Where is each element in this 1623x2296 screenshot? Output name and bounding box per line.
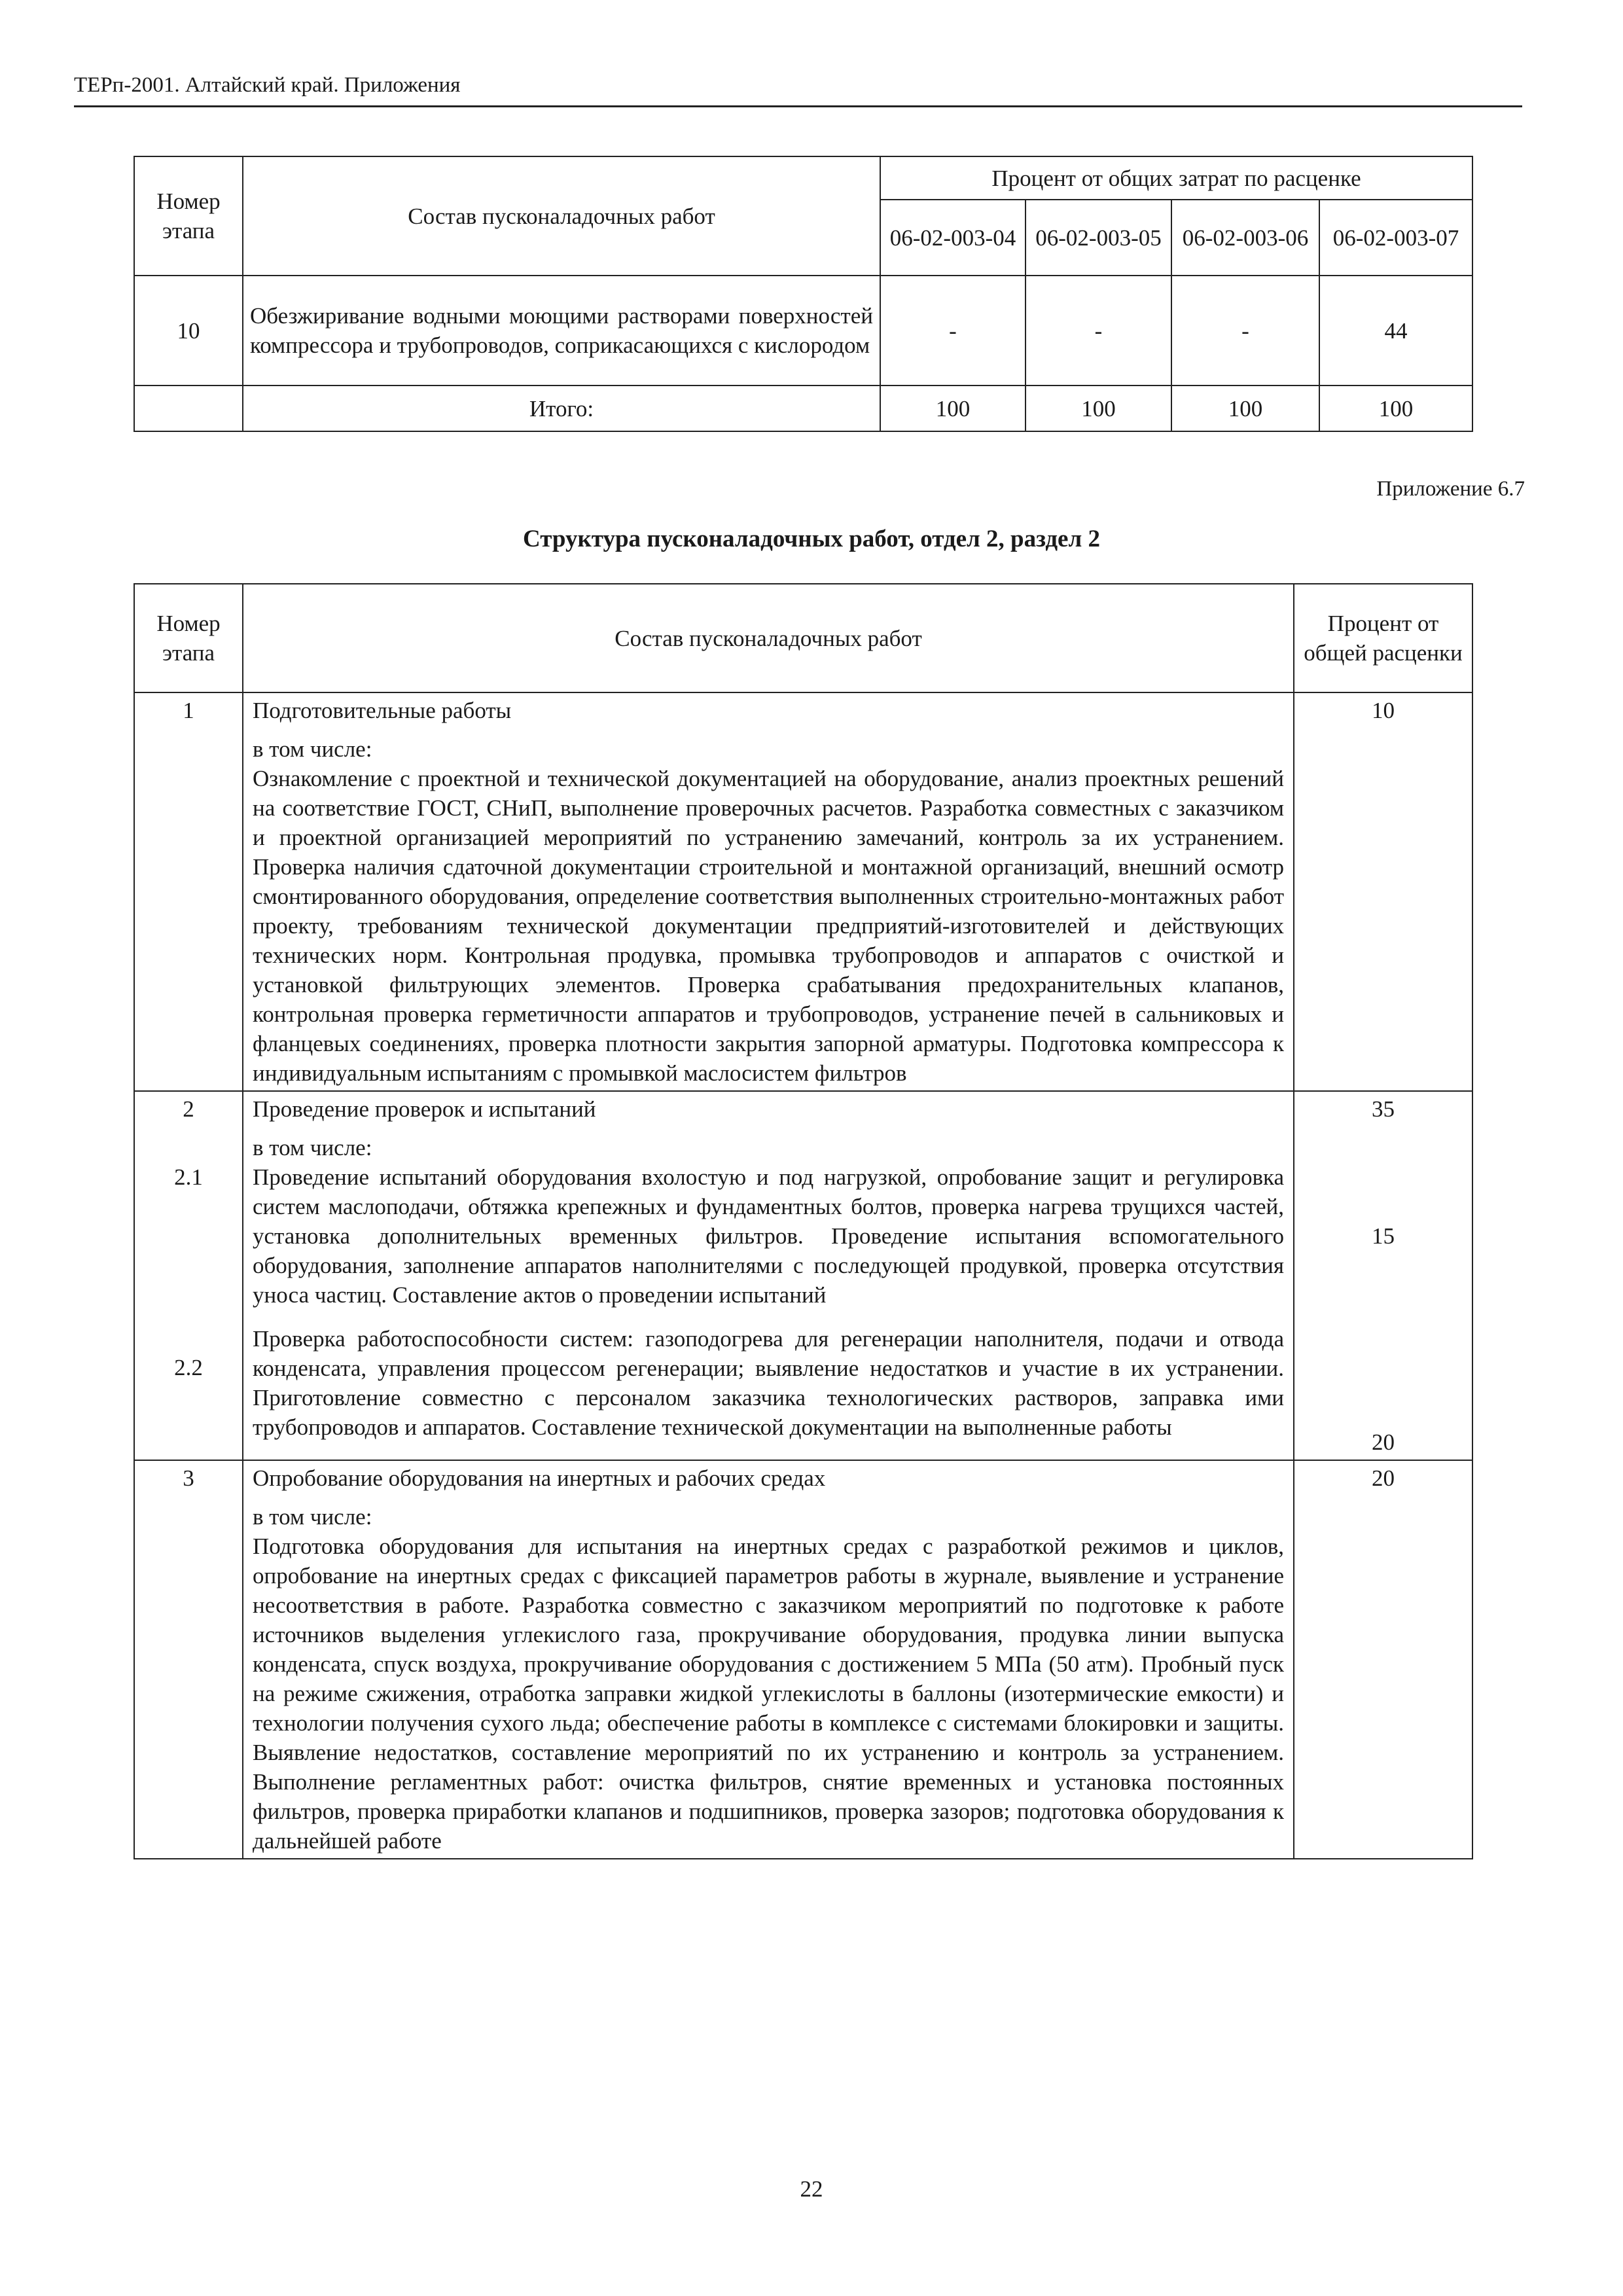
price-code-04: 06-02-003-04	[880, 200, 1026, 276]
running-header: ТЕРп-2001. Алтайский край. Приложения	[74, 73, 461, 97]
stage-description: Ознакомление с проектной и технической документацией на оборудование, анализ проектных решений на соответствие ГОСТ, СНиП, выполнение проверочных расчетов. Разработка совместных с заказчиком и проектной организацией мероприятий по устранению замечаний, контроль за их устранением. Проверка наличия сдаточной документации строительной и монтажной организаций, внешний осмотр смонтированного оборудования, определение соответствия выполненных строительно-монтажных работ проекту, требованиям технической документации предприятий-изготовителей и действующих технических норм. Контрольная продувка, промывка трубопроводов и аппаратов с очисткой и установкой фильтрующих элементов. Проверка срабатывания предохранительных клапанов, контрольная проверка герметичности аппаратов и трубопроводов, устранение печей в сальниковых и фланцевых соединениях, проверка плотности закрытия запорной арматуры. Подготовка компрессора к индивидуальным испытаниям с промывкой маслосистем фильтров	[253, 766, 1284, 1086]
total-row	[134, 386, 1472, 431]
percent-by-price-table	[134, 156, 1473, 432]
row-value: -	[1171, 276, 1319, 386]
total-empty-cell	[134, 386, 243, 431]
stage-number: 2	[183, 1096, 194, 1122]
substage-percent: 20	[1372, 1429, 1395, 1455]
col-header-percent-group: Процент от общих затрат по расценке	[880, 156, 1472, 200]
page-number: 22	[800, 2176, 823, 2202]
price-code-06: 06-02-003-06	[1171, 200, 1319, 276]
substage-number: 2.2	[174, 1355, 203, 1380]
stage-title: Опробование оборудования на инертных и рабочих средах	[253, 1465, 826, 1491]
works-structure-table	[134, 583, 1473, 1859]
including-label: в том числе:	[253, 736, 372, 762]
total-value: 100	[880, 386, 1026, 431]
price-code-07: 06-02-003-07	[1319, 200, 1472, 276]
stage-row-3	[134, 1460, 1472, 1859]
section-title: Структура пусконаладочных работ, отдел 2, раздел 2	[523, 526, 1100, 552]
col-header-content: Состав пусконаладочных работ	[243, 584, 1294, 692]
header-divider	[74, 105, 1522, 107]
table-row	[134, 276, 1472, 386]
stage-row-2	[134, 1091, 1472, 1460]
price-code-05: 06-02-003-05	[1026, 200, 1171, 276]
appendix-label: Приложение 6.7	[1376, 477, 1525, 501]
substage-description: Проверка работоспособности систем: газоподогрева для регенерации наполнителя, подачи и отвода конденсата, управления процессом регенерации; выявление недостатков и участие в их устранении. Приготовление совместно с персоналом заказчика технологических растворов, заправка ими трубопроводов и аппаратов. Составление технической документации на выполненные работы	[253, 1326, 1284, 1440]
stage-percent: 35	[1372, 1096, 1395, 1122]
total-value: 100	[1026, 386, 1171, 431]
stage-title: Подготовительные работы	[253, 698, 512, 723]
total-value: 100	[1171, 386, 1319, 431]
col-header-number: Номер этапа	[134, 156, 243, 276]
row-content: Обезжиривание водными моющими растворами поверхностей компрессора и трубопроводов, соприкасающихся с кислородом	[243, 276, 880, 386]
stage-number: 3	[134, 1460, 243, 1859]
substage-number: 2.1	[174, 1164, 203, 1190]
substage-description: Проведение испытаний оборудования вхолостую и под нагрузкой, опробование защит и регулировка систем маслоподачи, обтяжка крепежных и фундаментных болтов, проверка нагрева трущихся частей, установка дополнительных временных фильтров. Проведение испытания вспомогательного оборудования, заполнение аппаратов наполнителями с последующей продувкой, проверка отсутствия уноса частиц. Составление актов о проведении испытаний	[253, 1164, 1284, 1308]
total-value: 100	[1319, 386, 1472, 431]
row-value: -	[1026, 276, 1171, 386]
including-label: в том числе:	[253, 1135, 372, 1160]
col-header-content: Состав пусконаладочных работ	[243, 156, 880, 276]
stage-percent: 10	[1294, 692, 1472, 1091]
stage-number: 1	[134, 692, 243, 1091]
stage-percent: 20	[1294, 1460, 1472, 1859]
including-label: в том числе:	[253, 1504, 372, 1530]
stage-description: Подготовка оборудования для испытания на инертных средах с разработкой режимов и циклов, опробование на инертных средах с фиксацией параметров работы в журнале, выявление и устранение несоответствия в работе. Разработка совместно с заказчиком мероприятий по подготовке к работе источников выделения углекислого газа, прокручивание оборудования, продувка линии выпуска конденсата, спуск воздуха, прокручивание оборудования с достижением 5 МПа (50 атм). Пробный пуск на режиме сжижения, отработка заправки жидкой углекислоты в баллоны (изотермические емкости) и технологии получения сухого льда; обеспечение работы в комплексе с системами блокировки и защиты. Выявление недостатков, составление мероприятий по их устранению и контроль за устранением. Выполнение регламентных работ: очистка фильтров, снятие временных и установка постоянных фильтров, проверка приработки клапанов и подшипников, проверка зазоров; подготовка оборудования к дальнейшей работе	[253, 1534, 1284, 1854]
substage-percent: 15	[1372, 1223, 1395, 1249]
row-number: 10	[134, 276, 243, 386]
stage-title: Проведение проверок и испытаний	[253, 1096, 596, 1122]
stage-row-1	[134, 692, 1472, 1091]
total-label: Итого:	[243, 386, 880, 431]
row-value: -	[880, 276, 1026, 386]
row-value: 44	[1319, 276, 1472, 386]
col-header-percent: Процент от общей расценки	[1294, 584, 1472, 692]
col-header-number: Номер этапа	[134, 584, 243, 692]
